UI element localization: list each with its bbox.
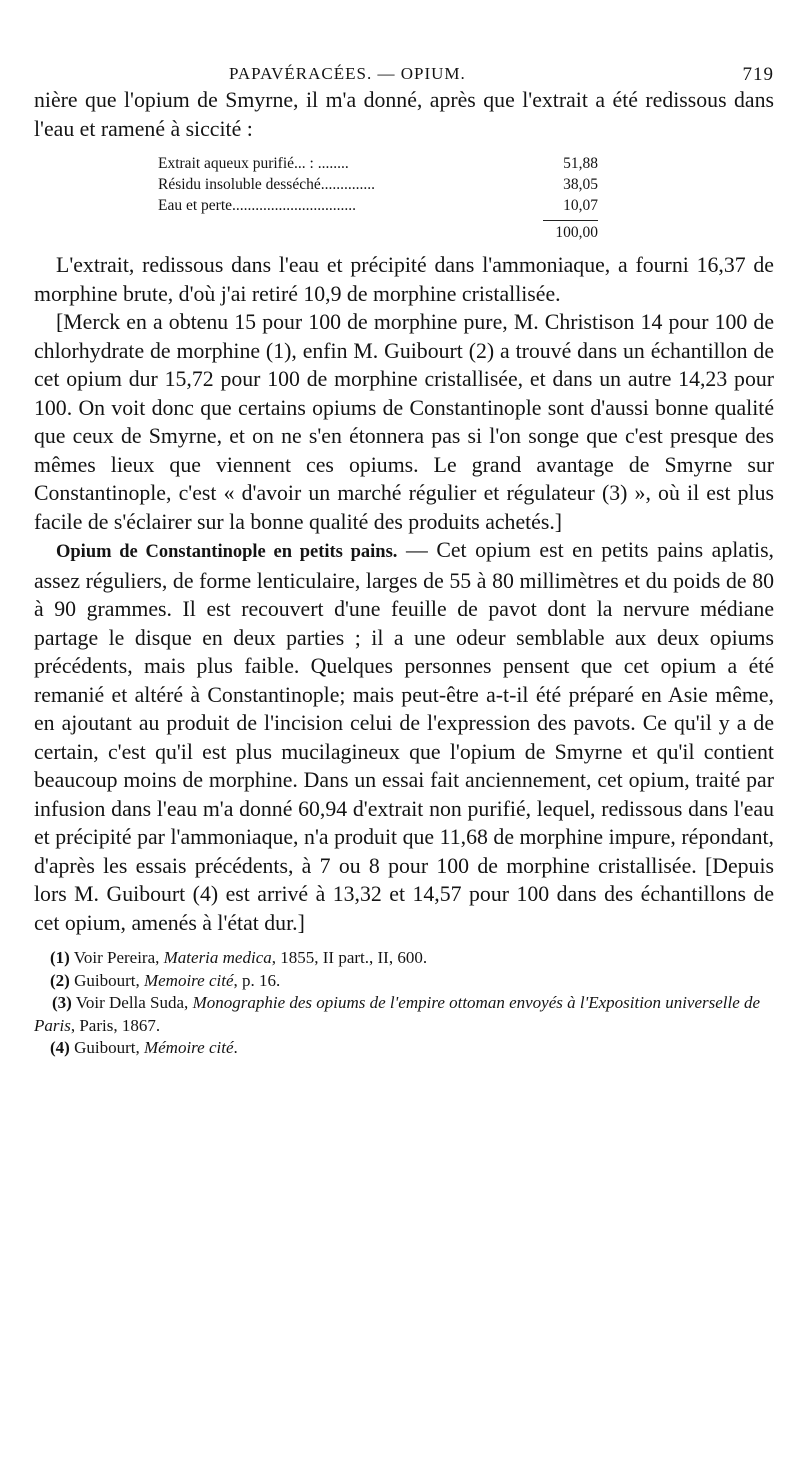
footnote-mark: (1)	[50, 948, 70, 967]
footnote-text: Voir Della Suda,	[71, 993, 193, 1012]
footnote-3	[34, 992, 774, 1037]
row-leader: ........	[313, 155, 349, 172]
footnote-text: , 1855, II part., II, 600.	[271, 948, 428, 967]
footnote-text: Guibourt,	[69, 970, 144, 990]
section-paragraph	[34, 536, 774, 937]
footnotes	[34, 947, 774, 1060]
footnote-2	[34, 970, 774, 993]
footnote-title: Mémoire cité	[143, 1038, 234, 1057]
paragraph-merck: [Merck en a obtenu 15 pour 100 de morphine pure, M. Christison 14 pour 100 de chlorhydrate de morphine (1), enfin M. Guibourt (2) a trouvé dans un échantillon de cet opium dur 15,72 pour 100 de morphine cristallisée, et dans un autre 14,23 pour 100. On voit donc que certains opiums de Constantinople sont d'aussi bonne qualité que ceux de Smyrne, et on ne s'en étonnera pas si l'on songe que c'est presque des mêmes lieux que viennent ces opiums. Le grand avantage de Smyrne sur Constantinople, c'est « d'avoir un marché régulier et régulateur (3) », où il est plus facile de s'éclairer sur la bonne qualité des produits achetés.]	[34, 310, 774, 534]
row-value: 10,07	[563, 197, 598, 214]
table-total: 100,00	[555, 224, 598, 241]
footnote-text: , Paris, 1867.	[70, 1015, 161, 1035]
footnote-mark: (2)	[50, 970, 70, 990]
footnote-title: Memoire cité	[143, 970, 234, 990]
footnote-title: Materia medica	[163, 948, 272, 967]
row-label: Extrait aqueux purifié... :	[158, 155, 314, 172]
section-heading: Opium de Constantinople en petits pains.	[56, 542, 398, 562]
table-row	[158, 174, 598, 195]
running-title: PAPAVÉRACÉES. — OPIUM.	[229, 64, 466, 83]
footnote-text: , p. 16.	[233, 970, 281, 990]
intro-paragraph: nière que l'opium de Smyrne, il m'a donné, après que l'extrait a été redissous dans l'eau et ramené à siccité :	[34, 88, 774, 141]
footnote-mark: (3)	[52, 993, 72, 1012]
row-leader: ................................	[232, 197, 357, 214]
row-label: Résidu insoluble desséché	[158, 176, 321, 193]
footnote-text: Guibourt,	[69, 1038, 144, 1057]
table-row	[158, 153, 598, 174]
row-value: 51,88	[563, 155, 598, 172]
footnote-mark: (4)	[50, 1038, 70, 1057]
table-row	[158, 195, 598, 216]
footnote-1	[34, 947, 774, 970]
page-header	[34, 58, 774, 86]
footnote-text: Voir Pereira,	[69, 948, 164, 967]
footnote-text: .	[233, 1038, 238, 1057]
row-leader: ..............	[320, 176, 375, 193]
page-number: 719	[742, 64, 774, 85]
section-body: Cet opium est en petits pains aplatis, assez réguliers, de forme lenticulaire, larges de 55 à 80 millimètres et du poids de 80 à 90 grammes. Il est recouvert d'une feuille de pavot dont la nervure médiane partage le disque en deux parties ; il a une odeur semblable aux deux opiums précédents, mais plus faible. Quelques personnes pensent que cet opium a été remanié et altéré à Constantinople; mais peut-être a-t-il été préparé en Asie même, en ajoutant au produit de l'incision celui de l'expression des pavots. Ce qu'il y a de certain, c'est qu'il est plus mucilagineux que l'opium de Smyrne et qu'il contient beaucoup moins de morphine. Dans un essai fait anciennement, cet opium, traité par infusion dans l'eau m'a donné 60,94 d'extrait non purifié, lequel, redissous dans l'eau et précipité par l'ammoniaque, n'a produit que 11,68 de morphine impure, répondant, d'après les essais précédents, à 7 ou 8 pour 100 de morphine cristallisée. [Depuis lors M. Guibourt (4) est arrivé à 13,32 et 14,57 pour 100 dans des échantillons de cet opium, amenés à l'état dur.]	[34, 538, 774, 935]
paragraph-extract: L'extrait, redissous dans l'eau et précipité dans l'ammoniaque, a fourni 16,37 de morphine brute, d'où j'ai retiré 10,9 de morphine cristallisée.	[34, 253, 774, 306]
heading-dash: —	[397, 538, 437, 562]
footnote-4	[34, 1037, 774, 1060]
row-label: Eau et perte	[158, 197, 233, 214]
book-page	[34, 58, 774, 1060]
analysis-table	[158, 153, 598, 243]
row-value: 38,05	[563, 176, 598, 193]
footnote-title: Monographie des opiums de l'empire ottoman envoyés à l'Exposition universelle de Paris	[34, 993, 761, 1035]
